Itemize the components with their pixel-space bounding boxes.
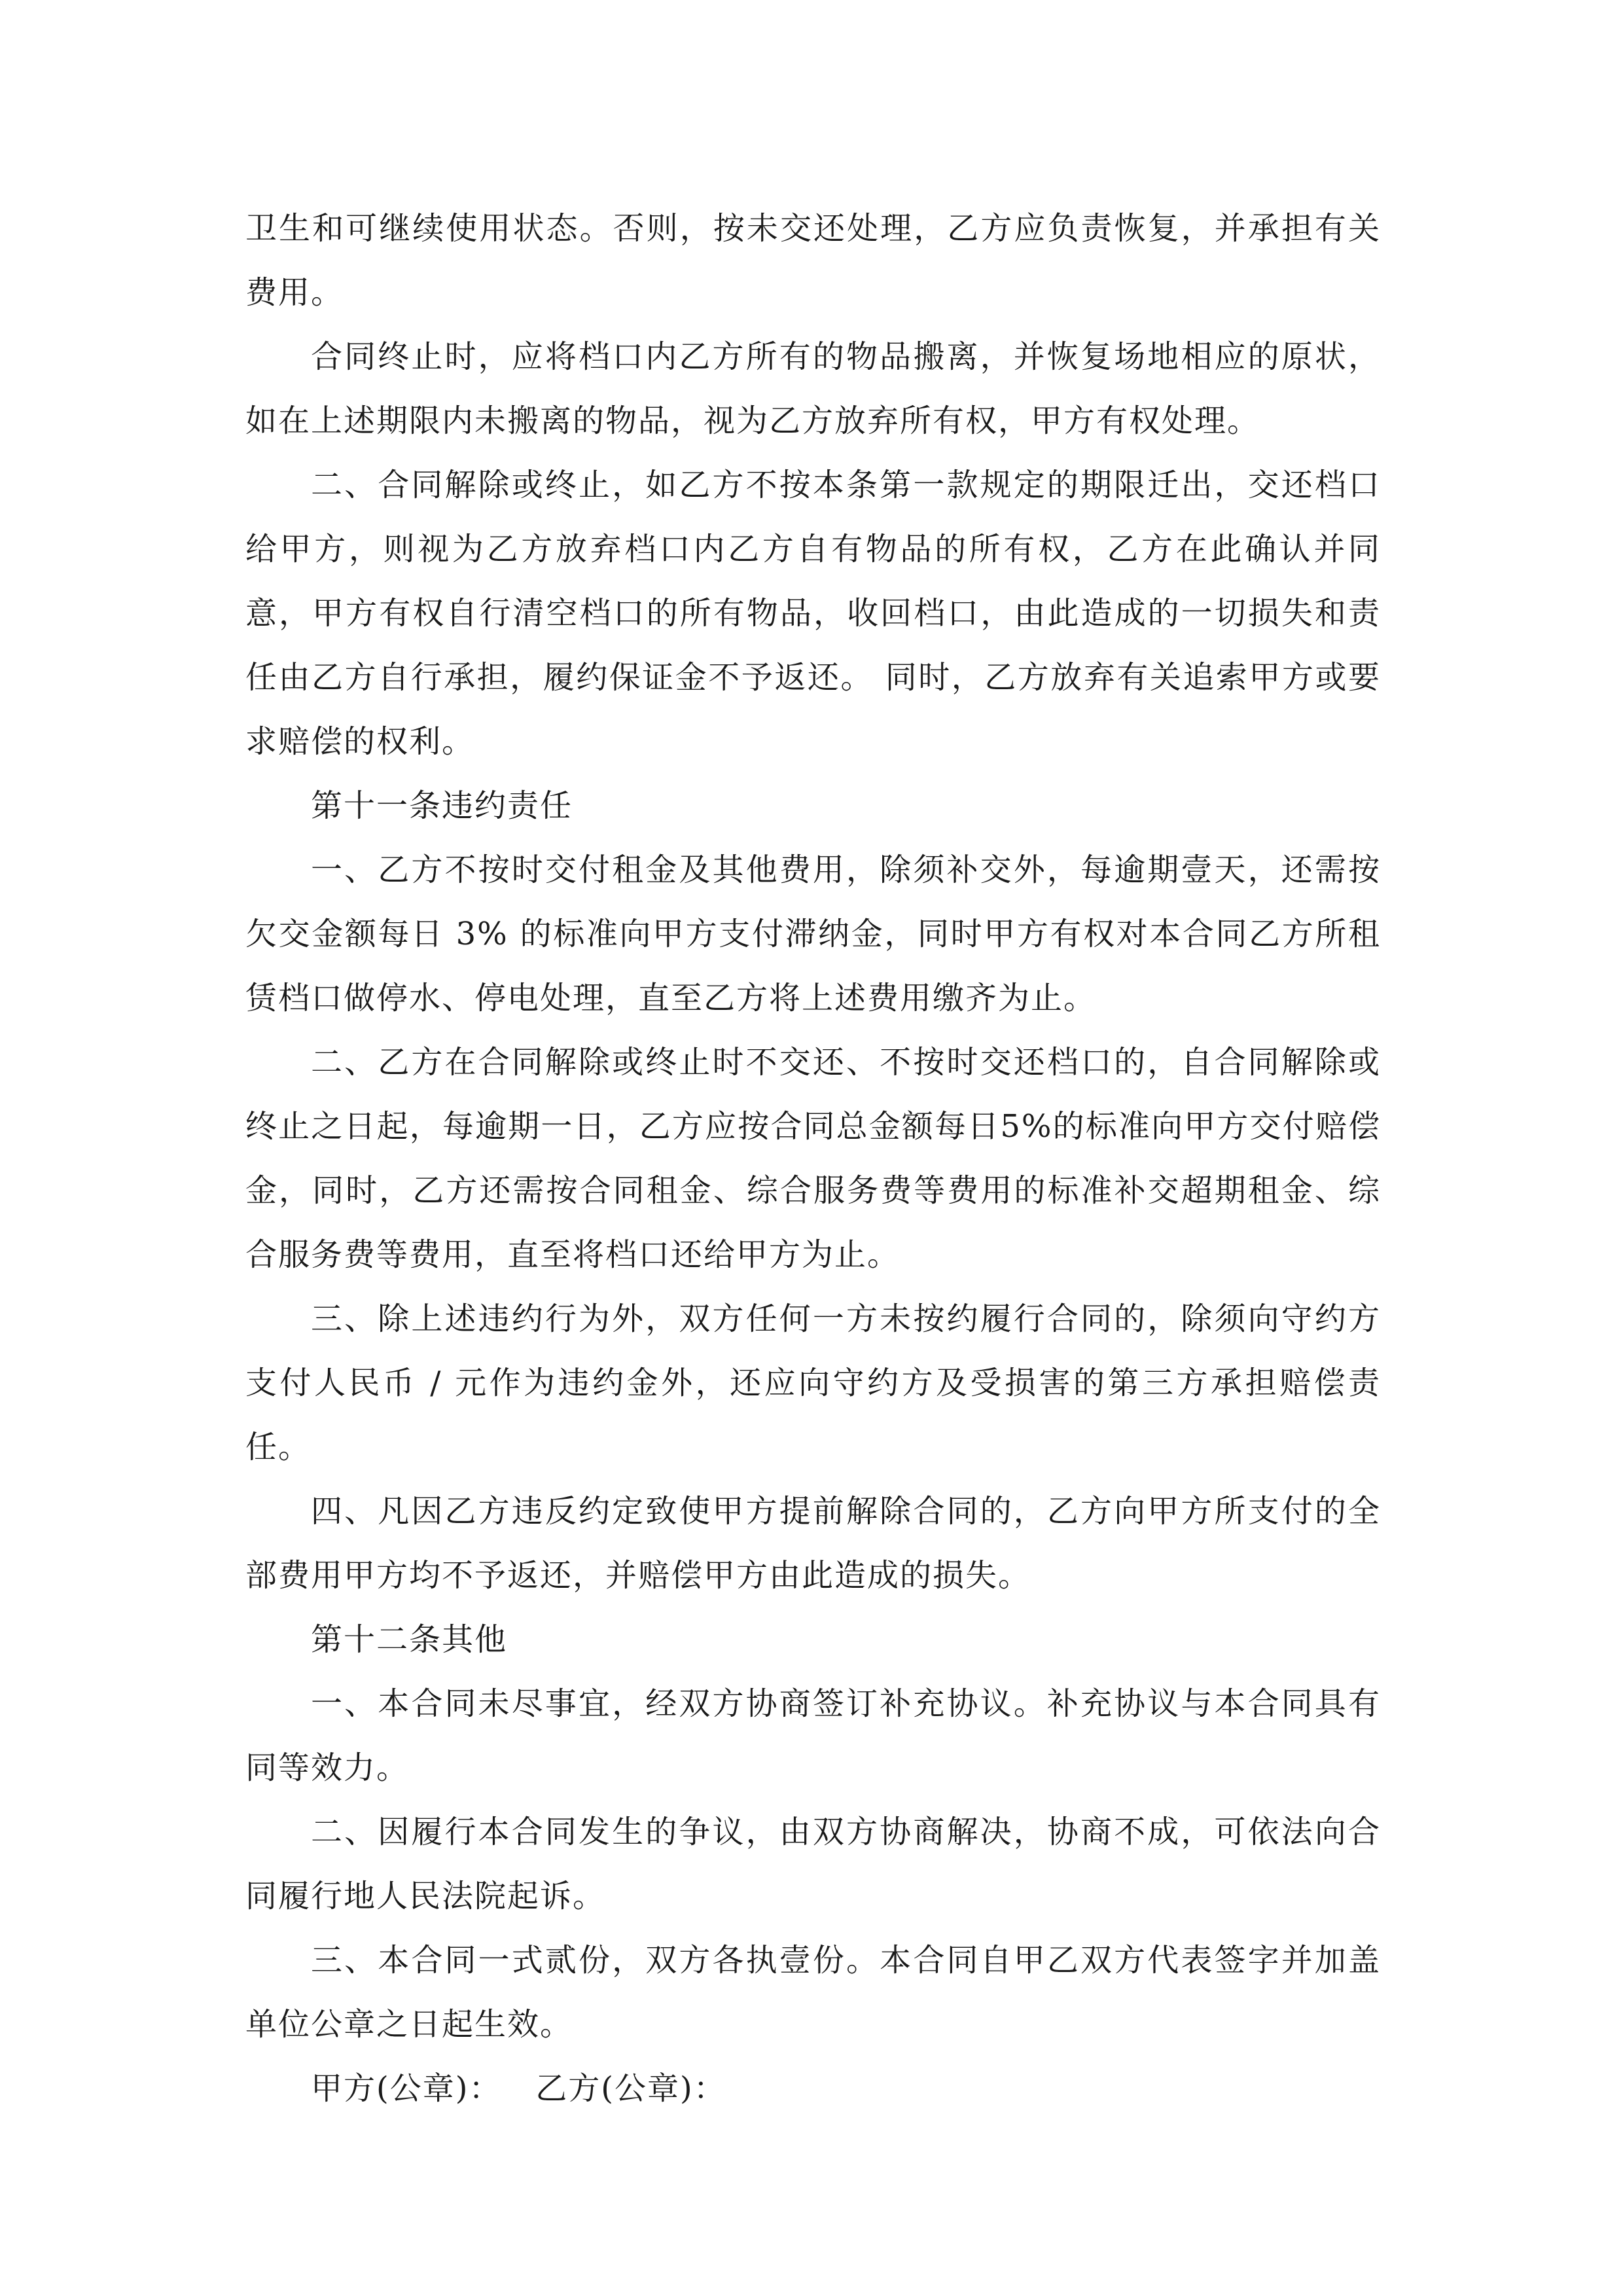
paragraph-termination-removal: 合同终止时，应将档口内乙方所有的物品搬离，并恢复场地相应的原状，如在上述期限内未搬离的物品，视为乙方放弃所有权，甲方有权处理。 xyxy=(245,338,1381,439)
article-11-item-3: 三、除上述违约行为外，双方任何一方未按约履行合同的，除须向守约方支付人民币 / 元作为违约金外，还应向守约方及受损害的第三方承担赔偿责任。 xyxy=(245,1300,1381,1465)
paragraph-continuation: 卫生和可继续使用状态。否则，按未交还处理，乙方应负责恢复，并承担有关费用。 xyxy=(245,210,1381,311)
article-12-item-1: 一、本合同未尽事宜，经双方协商签订补充协议。补充协议与本合同具有同等效力。 xyxy=(245,1685,1381,1786)
party-b-seal: 乙方(公章)： xyxy=(535,2070,726,2107)
article-11-item-2: 二、乙方在合同解除或终止时不交还、不按时交还档口的，自合同解除或终止之日起，每逾期一日，乙方应按合同总金额每日5%的标准向甲方交付赔偿金，同时，乙方还需按合同租金、综合服务费等费用的标准补交超期租金、综合服务费等费用，直至将档口还给甲方为止。 xyxy=(245,1044,1381,1273)
article-11-title: 第十一条违约责任 xyxy=(311,787,573,824)
article-12-item-3: 三、本合同一式贰份，双方各执壹份。本合同自甲乙双方代表签字并加盖单位公章之日起生效。 xyxy=(245,1942,1381,2043)
document-body xyxy=(245,196,1381,2121)
party-a-seal: 甲方(公章)： xyxy=(311,2070,502,2107)
article-11-item-4: 四、凡因乙方违反约定致使甲方提前解除合同的，乙方向甲方所支付的全部费用甲方均不予返还，并赔偿甲方由此造成的损失。 xyxy=(245,1493,1381,1594)
article-12-item-2: 二、因履行本合同发生的争议，由双方协商解决，协商不成，可依法向合同履行地人民法院起诉。 xyxy=(245,1814,1381,1914)
article-12-title: 第十二条其他 xyxy=(311,1621,508,1658)
paragraph-termination-clause-2: 二、合同解除或终止，如乙方不按本条第一款规定的期限迁出，交还档口给甲方，则视为乙方放弃档口内乙方自有物品的所有权，乙方在此确认并同意，甲方有权自行清空档口的所有物品，收回档口，由此造成的一切损失和责任由乙方自行承担，履约保证金不予返还。 同时，乙方放弃有关追索甲方或要求赔偿的权利。 xyxy=(245,467,1381,760)
signature-line xyxy=(245,2056,1381,2121)
article-11-item-1: 一、乙方不按时交付租金及其他费用，除须补交外，每逾期壹天，还需按欠交金额每日 3% 的标准向甲方支付滞纳金，同时甲方有权对本合同乙方所租赁档口做停水、停电处理，直至乙方将上述费用缴齐为止。 xyxy=(245,852,1381,1016)
